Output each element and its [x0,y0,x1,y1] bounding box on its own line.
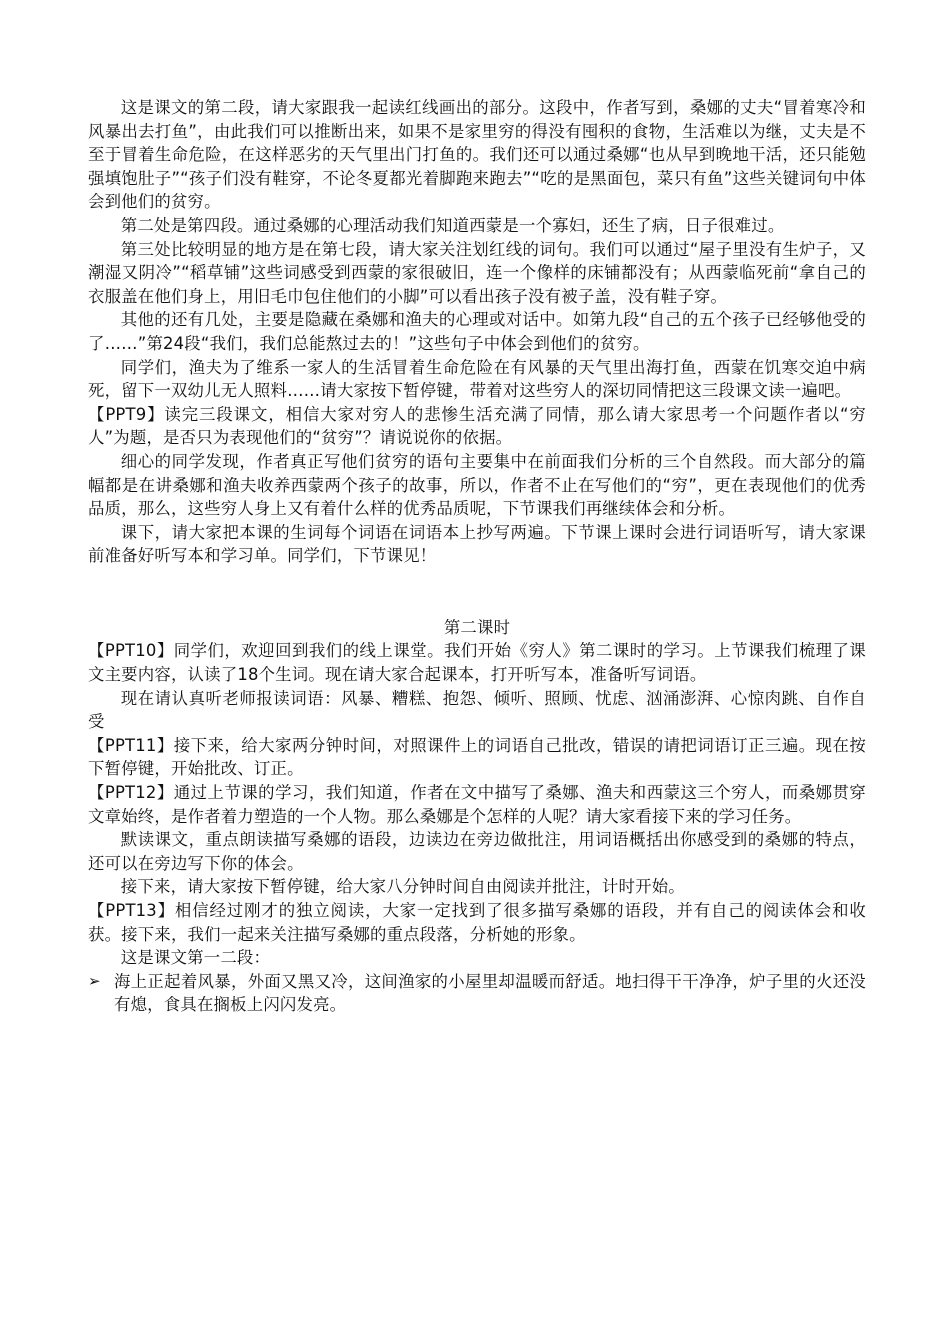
paragraph-seventh-section: 第三处比较明显的地方是在第七段，请大家关注划红线的词句。我们可以通过“屋子里没有生炉子，又潮湿又阴冷”“稻草铺”这些词感受到西蒙的家很破旧，连一个像样的床铺都没有；从西蒙临死前“拿自己的衣服盖在他们身上，用旧毛巾包住他们的小脚”可以看出孩子没有被子盖，没有鞋子穿。 [88,239,866,306]
paragraph-second-section: 这是课文的第二段，请大家跟我一起读红线画出的部分。这段中，作者写到，桑娜的丈夫“冒着寒冷和风暴出去打鱼”，由此我们可以推断出来，如果不是家里穷的得没有囤积的食物，生活难以为继，丈夫是不至于冒着生命危险，在这样恶劣的天气里出门打鱼的。我们还可以通过桑娜“也从早到晚地干活，还只能勉强填饱肚子”“孩子们没有鞋穿，不论冬夏都光着脚跑来跑去”“吃的是黑面包，菜只有鱼”这些关键词句中体会到他们的贫穷。 [88,98,866,212]
paragraph-homework: 课下，请大家把本课的生词每个词语在词语本上抄写两遍。下节课上课时会进行词语听写，请大家课前准备好听写本和学习单。同学们，下节课见！ [88,522,866,566]
section-title: 第二课时 [443,617,511,637]
quote-bullet-item [88,970,866,1017]
quote-text: 海上正起着风暴，外面又黑又冷，这间渔家的小屋里却温暖而舒适。地扫得干干净净，炉子里的火还没有熄，食具在搁板上闪闪发亮。 [114,971,866,1015]
paragraph-fourth-section: 第二处是第四段。通过桑娜的心理活动我们知道西蒙是一个寡妇，还生了病，日子很难过。 [120,215,785,235]
ppt10-paragraph: 【PPT10】同学们，欢迎回到我们的线上课堂。我们开始《穷人》第二课时的学习。上节课我们梳理了课文主要内容，认读了18个生词。现在请大家合起课本，打开听写本，准备听写词语。 [88,641,866,685]
intro-line: 这是课文第一二段： [120,948,271,968]
document-page [88,96,866,1017]
paragraph-pause: 接下来，请大家按下暂停键，给大家八分钟时间自由阅读并批注，计时开始。 [120,877,685,897]
ppt12-paragraph: 【PPT12】通过上节课的学习，我们知道，作者在文中描写了桑娜、渔夫和西蒙这三个穷人，而桑娜贯穿文章始终，是作者着力塑造的一个人物。那么桑娜是个怎样的人呢？请大家看接下来的学习任务。 [88,783,866,826]
ppt11-paragraph: 【PPT11】接下来，给大家两分钟时间，对照课件上的词语自己批改，错误的请把词语订正三遍。现在按下暂停键，开始批改、订正。 [88,735,866,779]
paragraph-silent-reading: 默读课文，重点朗读描写桑娜的语段，边读边在旁边做批注，用词语概括出你感受到的桑娜的特点，还可以在旁边写下你的体会。 [88,830,866,873]
section-spacer [88,568,866,616]
ppt13-paragraph: 【PPT13】相信经过刚才的独立阅读，大家一定找到了很多描写桑娜的语段，并有自己的阅读体会和收获。接下来，我们一起来关注描写桑娜的重点段落，分析她的形象。 [88,901,866,944]
ppt9-paragraph: 【PPT9】读完三段课文，相信大家对穷人的悲惨生活充满了同情，那么请大家思考一个问题作者以“穷人”为题，是否只为表现他们的“贫穷”？请说说你的依据。 [88,404,866,448]
arrow-bullet-icon: ➢ [88,971,101,990]
dictation-words: 现在请认真听老师报读词语：风暴、糟糕、抱怨、倾听、照顾、忧虑、汹涌澎湃、心惊肉跳、自作自受 [88,688,866,732]
paragraph-other-places: 其他的还有几处，主要是隐藏在桑娜和渔夫的心理或对话中。如第九段“自己的五个孩子已经够他受的了……”第24段“我们，我们总能熬过去的！”这些句子中体会到他们的贫穷。 [88,310,866,353]
paragraph-read-aloud: 同学们，渔夫为了维系一家人的生活冒着生命危险在有风暴的天气里出海打鱼，西蒙在饥寒交迫中病死，留下一双幼儿无人照料……请大家按下暂停键，带着对这些穷人的深切同情把这三段课文读一遍吧。 [88,357,866,401]
paragraph-analysis: 细心的同学发现，作者真正写他们贫穷的语句主要集中在前面我们分析的三个自然段。而大部分的篇幅都是在讲桑娜和渔夫收养西蒙两个孩子的故事，所以，作者不止在写他们的“穷”，更在表现他们的优秀品质，那么，这些穷人身上又有着什么样的优秀品质呢，下节课我们再继续体会和分析。 [88,451,866,519]
